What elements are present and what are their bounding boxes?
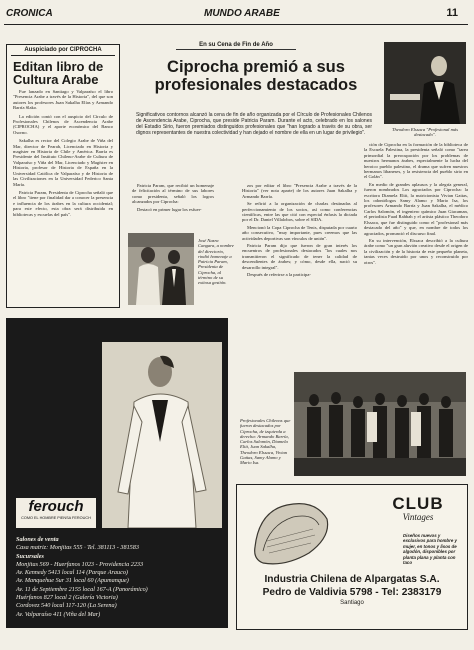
sidebar-paragraph: Sakalha es rector del Colegio Arabe de Viña del Mar, director de Fearab, Licenciado en Historia y magíster en Historia de Chile y América. Barría es Presidente del Instituto Chileno-Arabe de Cultura de Valparaíso y Viña del Mar, Licenciado y Magíster en Historia, profesor de Historia de España en la Universidad Católica de Valparaíso y de Historia de las Civilizaciones en la Universidad Federico Santa María.	[13, 138, 113, 187]
club-company: Industria Chilena de Alpargatas S.A.	[264, 574, 440, 585]
club-logo	[377, 495, 459, 522]
sidebar-kicker: Auspiciado por CIPROCHA	[11, 45, 115, 56]
ferouch-line: Casa matriz: Monjitas 555 · Tel. 381113 - 381583	[16, 544, 139, 552]
ferouch-addresses	[16, 536, 222, 619]
ferouch-line: Huérfanos 827 local 2 (Galería Victoria)	[16, 594, 118, 602]
main-col3-paragraph: En medio de grandes aplausos y la alegría general, fueron nombrados Los agraciados por Ciprocha: la escritora Diamela Eltit, la nutricionista Vivian Gattas, los odontólogos Samy Alamo y Mario Isa, los profesores Armando Barría y Juan Sakalha, el médico Carlos Salomón, el ingeniero químico Juan Giacaman, el periodista Fuad Rahbah y el artista plástico Theodoro Elssaca, que fue distinguido como el "profesional más destacado del año" y que, en nombre de todos los agraciados, pronunció el discurso final.	[364, 181, 468, 236]
main-column-1	[132, 183, 214, 214]
ferouch-line: Av. Kennedy 5413 local 114 (Parque Arauco)	[16, 569, 128, 577]
main-col2-paragraph: Patricia Param dijo que fueron de gran interés los encuentros de profesionales destacados "los cuales nos transmitieron el significado de tener la calidad de descendientes de árabes; y cómo, desde ella, nació su desarrollo integral".	[242, 243, 357, 270]
photo-group-caption: Profesionales Chilenos que fueron destacados por Ciprocha, de izquierda a derecha: Armando Barría, Carlos Salomón, Diamela Eltit, Juan Sakalha, Theodoro Elssaca, Vivian Gattas, Samy Alamo y Mario Isa.	[240, 418, 291, 466]
section-name: CRONICA	[6, 8, 53, 19]
sidebar-title: Editan libro de Cultura Arabe	[13, 59, 104, 87]
sidebar-story	[6, 44, 120, 308]
ferouch-line: Sucursales	[16, 552, 44, 560]
main-kicker: En su Cena de Fin de Año	[176, 42, 296, 50]
ferouch-line: Av. Valparaíso 411 (Viña del Mar)	[16, 610, 101, 618]
ferouch-model-image	[102, 342, 222, 528]
sidebar-body	[13, 89, 113, 217]
main-headline: Ciprocha premió a sus profesionales destacados	[154, 58, 358, 94]
club-description: Diseños nuevos y exclusivos para hombre y mujer, en tonos y lisos de algodón, disponibles por planta plana y planta con taco	[403, 533, 457, 566]
sidebar-paragraph: Patricia Param, Presidenta de Ciprocha señaló que el libro "tiene por finalidad dar a conocer la presencia e influencia de los árabes en la cultura occidental; para este efecto, esta obra será distribuida en bibliotecas y escuelas del país".	[13, 189, 113, 217]
club-city: Santiago	[340, 600, 364, 606]
ferouch-line: Monjitas 569 - Huerfanos 1023 - Providencia 2233	[16, 560, 144, 568]
ferouch-ad	[6, 318, 228, 628]
page-header	[4, 6, 468, 25]
club-footer	[237, 573, 467, 608]
photo-group	[294, 372, 466, 476]
club-address: Pedro de Valdivia 5798 - Tel: 2383179	[262, 587, 442, 598]
photo-elssaca	[384, 42, 466, 124]
photo-param	[128, 233, 194, 305]
main-column-2	[242, 183, 357, 280]
sidebar-paragraph: La edición contó con el auspicio del Círculo de Profesionales Chilenos de Ascendencia Arabe (CIPROCHA) y el aporte económico del Banco Osorno.	[13, 113, 113, 135]
main-column-3	[364, 142, 468, 267]
ferouch-line: Salones de venta	[16, 536, 59, 543]
main-col2-paragraph: Después de referirse a la participa-	[247, 272, 311, 278]
main-lede: Significativos contornos alcanzó la cena de fin de año organizada por el Círculo de Profesionales Chilenos de Ascendencia Arabe, Ciprocha, que preside Patricia Param. Durante el acto, celebrado en los salones del Estadio Sirio, fueron premiados distinguidos profesionales que "han logrado a través de su obra, ser dignos representantes de nuestra colectividad y han dejado el nombre de ella en un lugar de privilegio".	[136, 112, 372, 136]
main-col3-paragraph: En su intervención, Elssaca describió a la cultura árabe como "un gran aluvión creativo desde el origen de la civilización y de la historia de este pequeño planeta, tantas veces destruido por unos y reconstruido por otros".	[364, 237, 468, 265]
publication-name: MUNDO ARABE	[204, 8, 280, 19]
sidebar-paragraph: Fue lanzado en Santiago y Valparaíso el libro "Presencia Arabe a través de la Historia", del que son autores los profesores Juan Sakalha Elías y Armando Barría Slako.	[13, 89, 113, 111]
ferouch-brand: ferouch	[28, 498, 84, 515]
club-brand-sub: Vintages	[402, 512, 434, 522]
ferouch-line: Av. 11 de Septiembre 2155 local 167-A (Panorámico)	[16, 585, 148, 593]
group-photo-image	[294, 372, 466, 476]
param-photo-image	[128, 233, 194, 305]
main-col2-paragraph: Mencionó la Copa Ciprocha de Tenis, disputada por cuarto año consecutivo, "muy importante, pues creemos que las actividades deportivas son vínculos de unión".	[242, 224, 357, 241]
ferouch-line: Cordovez 540 local 117-120 (La Serena)	[16, 602, 117, 610]
main-col2-paragraph: Se refirió a la organización de charlas destinadas al perfeccionamiento de los socios, así como conferencias científicas, entre las que citó con especial énfasis la dictada por el Dr. Daniel Villalobos, sobre el SIDA.	[242, 201, 357, 223]
club-ad	[236, 484, 468, 630]
alpargata-shoe-image	[249, 491, 335, 571]
photo-param-caption: José Nazra Cangara, a nombre del directorio, rindió homenaje a Patricia Param, Presidenta de Ciprocha, al término de su exitosa gestión.	[198, 238, 234, 286]
ferouch-logo	[16, 498, 96, 528]
photo-elssaca-caption: Theodoro Elssaca "Profesional más destacado".	[391, 127, 459, 138]
main-col1-paragraph: Destacó en primer lugar los esfuer-	[137, 206, 202, 212]
ferouch-line: Av. Manquehue Sur 31 local 60 (Apumanque)	[16, 577, 129, 585]
elssaca-photo-image	[384, 42, 466, 124]
club-brand: CLUB	[392, 494, 444, 513]
main-col3-paragraph: ción de Ciprocha en la formación de la biblioteca de la Escuela Palestina, la presidenta señaló como "tarea primordial la preocupación por los problemas de nuestros hermanos árabes, especialmente la lucha del heroico pueblo palestino, el drama que sufren nuestros hermanos libaneses, y la resistencia del pueblo sirio en el Golán".	[364, 142, 468, 180]
main-col1-paragraph: Patricia Param, que recibió un homenaje de felicitación al término de sus labores como presidenta, señaló los logros alcanzados por Ciprocha:	[132, 183, 214, 205]
ferouch-photo	[102, 342, 222, 528]
main-col2-paragraph: zos por editar el libro "Presencia Arabe a través de la Historia" (ver nota aparte) de los autores Juan Sakalha y Armando Barría.	[242, 183, 357, 199]
ferouch-tagline: COMO EL HOMBRE PIENSA FEROUCH	[21, 516, 91, 520]
page-number: 11	[446, 7, 458, 19]
